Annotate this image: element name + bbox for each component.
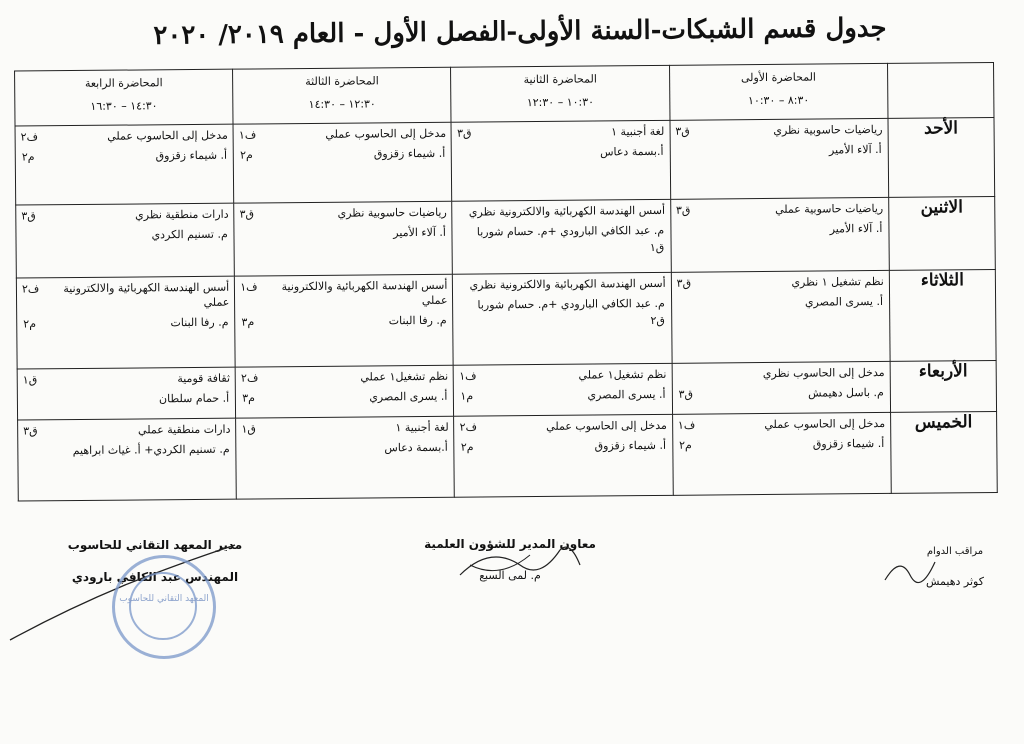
schedule-cell [16, 203, 235, 278]
subject: مدخل إلى الحاسوب عملي [546, 418, 667, 433]
extra [236, 328, 453, 333]
room2: م٣ [241, 315, 255, 329]
extra [236, 404, 453, 409]
lecture-header-2 [451, 65, 670, 122]
room: ق٣ [676, 276, 692, 290]
schedule-cell [452, 199, 671, 274]
room2: م٢ [239, 148, 253, 162]
teacher: م. عبد الكافي البارودي +م. حسام شوربا [477, 296, 665, 312]
subject: أسس الهندسة الكهربائية والالكترونية نظري [468, 203, 666, 219]
extra [234, 161, 451, 166]
day-label: الأحد [888, 118, 995, 198]
extra [671, 157, 888, 162]
teacher: أ. يسرى المصري [804, 294, 884, 309]
header-row [15, 63, 994, 127]
extra: ق٢ [650, 313, 666, 328]
teacher: م. رفا البنات [388, 313, 447, 328]
teacher: أ. شيماء زقزوق [373, 146, 446, 161]
extra [671, 236, 888, 241]
teacher: أ. شيماء زقزوق [812, 436, 885, 451]
teacher: م. باسل دهيمش [808, 385, 884, 400]
room: ف١ [238, 128, 257, 142]
schedule-cell [670, 197, 889, 272]
lecture-header-4 [15, 69, 234, 126]
day-row-sunday [15, 118, 995, 206]
schedule-cell [17, 367, 236, 420]
extra: ق١ [649, 240, 665, 255]
stamp-text: المعهد التقاني للحاسوب [119, 594, 209, 604]
teacher: م. تسنيم الكردي [151, 227, 228, 242]
extra [454, 402, 671, 407]
day-label: الثلاثاء [889, 269, 996, 361]
subject: نظم تشغيل١ عملي [360, 369, 449, 384]
teacher: أ. شيماء زقزوق [594, 438, 667, 453]
room2: م١ [460, 389, 474, 403]
room: ق٣ [675, 124, 690, 138]
room2: م٢ [21, 150, 35, 164]
extra [18, 406, 235, 411]
schedule-cell [454, 414, 673, 497]
extra [672, 309, 889, 314]
teacher: م. رفا البنات [170, 315, 229, 330]
lecture-time: ١٢:٣٠ – ١٤:٣٠ [308, 97, 376, 111]
day-row-wednesday [17, 360, 996, 420]
subject: لغة أجنبية ١ [395, 420, 449, 435]
extra [455, 453, 672, 458]
teacher: أ. يسرى المصري [587, 387, 666, 402]
teacher: م. عبد الكافي البارودي +م. حسام شوربا [476, 223, 665, 239]
subject: أسس الهندسة الكهربائية والالكترونية نظري [469, 276, 666, 292]
room: ق٣ [675, 203, 691, 217]
teacher: م. تسنيم الكردي+ أ. غياث ابراهيم [72, 442, 230, 458]
schedule-cell [671, 270, 890, 363]
stamp-inner-ring [129, 572, 197, 640]
subject: رياضيات حاسوبية عملي [774, 201, 884, 216]
deputy-name: م. لمى السبع [479, 569, 541, 582]
subject: دارات منطقية نظري [135, 207, 229, 222]
room: ف٢ [240, 371, 259, 385]
lecture-time: ٨:٣٠ – ١٠:٣٠ [747, 93, 810, 108]
page-title: جدول قسم الشبكات-السنة الأولى-الفصل الأول - العام ٢٠١٩/ ٢٠٢٠ [153, 13, 887, 51]
room2: م٢ [23, 317, 37, 331]
subject: مدخل إلى الحاسوب عملي [107, 128, 228, 143]
room2: م٢ [460, 440, 474, 454]
schedule-cell [233, 122, 452, 203]
lecture-time: ١٤:٣٠ – ١٦:٣٠ [90, 99, 158, 113]
room2: م٣ [242, 391, 255, 405]
lecture-time: ١٠:٣٠ – ١٢:٣٠ [526, 95, 595, 110]
extra [452, 159, 669, 164]
room: ف٢ [21, 282, 40, 296]
extra [673, 451, 890, 456]
room: ق١ [22, 373, 38, 387]
teacher: أ. آلاء الأمير [828, 142, 882, 157]
room: ق٣ [239, 207, 255, 221]
room: ف٢ [459, 420, 478, 434]
schedule-cell [235, 365, 454, 418]
extra [16, 163, 233, 168]
day-label: الاثنين [889, 196, 996, 270]
room: ف١ [459, 369, 477, 383]
subject: دارات منطقية عملي [137, 422, 231, 437]
director-title: مدير المعهد التقاني للحاسوب [67, 538, 243, 552]
schedule-cell [236, 416, 455, 499]
schedule-cell [672, 412, 891, 495]
lecture-name: المحاضرة الرابعة [84, 76, 163, 90]
teacher: أ. شيماء زقزوق [155, 148, 228, 163]
supervisor-name: كوثر دهيمش [926, 575, 984, 588]
room: ف١ [677, 418, 696, 432]
subject: رياضيات حاسوبية نظري [773, 122, 883, 137]
extra [17, 242, 234, 247]
signature-scribble-deputy [450, 535, 590, 590]
day-row-tuesday [16, 269, 996, 369]
subject: أسس الهندسة الكهربائية والالكترونية عملي [63, 280, 230, 309]
subject: نظم تشغيل ١ نظري [791, 274, 884, 289]
teacher: أ. يسرى المصري [369, 389, 448, 404]
lecture-name: المحاضرة الثانية [523, 72, 597, 87]
room: ق٣ [457, 126, 472, 140]
subject: مدخل إلى الحاسوب نظري [762, 365, 885, 381]
day-label: الخميس [890, 411, 997, 493]
teacher: أ.بسمة دعاس [599, 144, 664, 159]
teacher: أ.بسمة دعاس [384, 440, 448, 455]
lecture-header-1 [669, 63, 888, 120]
deputy-title: معاون المدير للشؤون العلمية [424, 537, 596, 551]
teacher: أ. حمام سلطان [158, 391, 230, 406]
subject: لغة أجنبية ١ [611, 124, 665, 139]
schedule-cell [453, 272, 672, 365]
day-label: الأربعاء [890, 360, 997, 412]
schedule-cell [454, 363, 673, 416]
subject: ثقافة قومية [177, 371, 231, 386]
teacher: أ. آلاء الأمير [829, 221, 883, 236]
subject: نظم تشغيل١ عملي [578, 367, 667, 382]
extra [235, 240, 452, 245]
official-stamp [112, 555, 216, 659]
day-row-thursday [18, 411, 998, 501]
room: ف١ [240, 280, 258, 294]
schedule-cell [451, 120, 670, 201]
room2: م٢ [678, 438, 692, 452]
director-name: المهندس عبد الكافي بارودي [71, 570, 239, 584]
schedule-cell [670, 118, 889, 199]
corner-cell [887, 63, 994, 119]
schedule-cell [234, 201, 453, 276]
extra [237, 455, 454, 460]
subject: مدخل إلى الحاسوب عملي [325, 126, 447, 141]
schedule-cell [235, 274, 454, 367]
schedule-cell [16, 276, 235, 369]
extra [17, 330, 234, 335]
signature-scribble-supervisor [880, 550, 940, 590]
lecture-name: المحاضرة الأولى [740, 70, 817, 85]
room: ق٣ [21, 209, 36, 223]
schedule-cell [672, 361, 891, 414]
schedule-cell [18, 418, 237, 501]
lecture-name: المحاضرة الثالثة [305, 74, 379, 89]
schedule-table [14, 62, 998, 502]
room: ق١ [241, 422, 256, 436]
room2: ق٣ [678, 387, 694, 401]
room: ق٣ [23, 424, 38, 438]
subject: مدخل إلى الحاسوب عملي [764, 416, 886, 432]
subject: رياضيات حاسوبية نظري [337, 205, 447, 220]
day-row-monday [16, 196, 996, 278]
teacher: أ. آلاء الأمير [393, 225, 447, 240]
room: ف٢ [20, 130, 39, 144]
supervisor-title: مراقب الدوام [926, 546, 984, 557]
schedule-cell [15, 124, 234, 205]
subject: أسس الهندسة الكهربائية والالكترونية عملي [281, 278, 448, 308]
lecture-header-3 [233, 67, 452, 124]
extra [673, 400, 890, 405]
